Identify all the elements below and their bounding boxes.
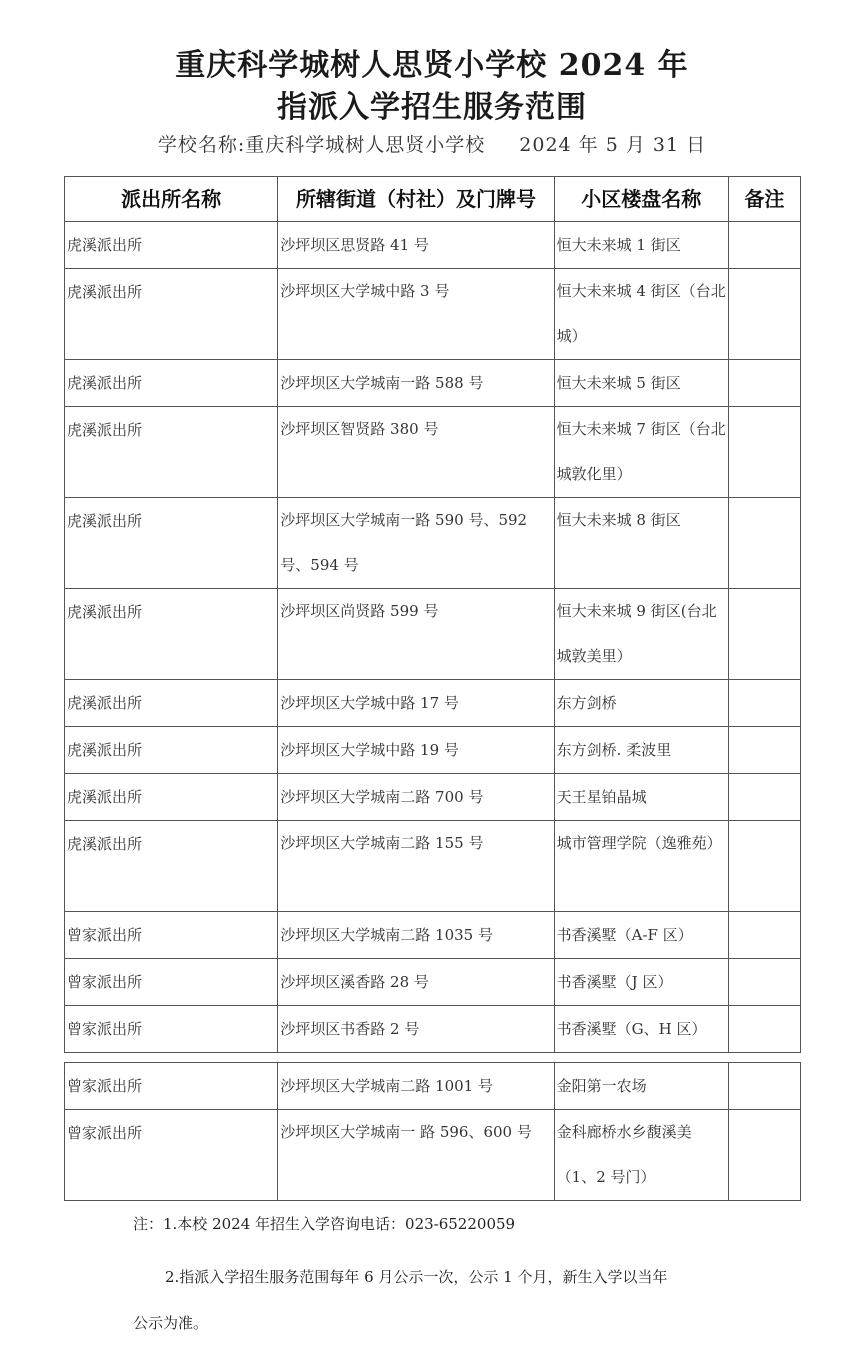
cell-address: 沙坪坝区大学城南二路 155 号 bbox=[278, 821, 554, 912]
enrollment-table-continued bbox=[64, 1062, 801, 1201]
cell-estate: 恒大未来城 5 街区 bbox=[554, 360, 728, 407]
cell-note bbox=[728, 407, 800, 498]
cell-address: 沙坪坝区大学城中路 17 号 bbox=[278, 680, 554, 727]
cell-address: 沙坪坝区大学城南二路 700 号 bbox=[278, 774, 554, 821]
cell-address: 沙坪坝区大学城中路 19 号 bbox=[278, 727, 554, 774]
cell-estate: 城市管理学院（逸雅苑） bbox=[554, 821, 728, 912]
table-row bbox=[65, 222, 801, 269]
cell-estate: 恒大未来城 1 街区 bbox=[554, 222, 728, 269]
table-row bbox=[65, 1063, 801, 1110]
cell-station: 虎溪派出所 bbox=[65, 680, 278, 727]
cell-address: 沙坪坝区大学城南二路 1001 号 bbox=[278, 1063, 554, 1110]
cell-address: 沙坪坝区大学城南一 路 596、600 号 bbox=[278, 1110, 554, 1201]
cell-estate: 东方剑桥 bbox=[554, 680, 728, 727]
cell-note bbox=[728, 912, 800, 959]
cell-estate: 东方剑桥. 柔波里 bbox=[554, 727, 728, 774]
cell-estate: 书香溪墅（G、H 区） bbox=[554, 1006, 728, 1053]
cell-note bbox=[728, 959, 800, 1006]
cell-note bbox=[728, 222, 800, 269]
document-title-line2: 指派入学招生服务范围 bbox=[277, 90, 587, 125]
cell-note bbox=[728, 1110, 800, 1201]
cell-note bbox=[728, 1063, 800, 1110]
cell-station: 虎溪派出所 bbox=[65, 774, 278, 821]
table-row bbox=[65, 360, 801, 407]
cell-address: 沙坪坝区大学城中路 3 号 bbox=[278, 269, 554, 360]
cell-station: 曾家派出所 bbox=[65, 1063, 278, 1110]
table-row bbox=[65, 407, 801, 498]
table-row bbox=[65, 1110, 801, 1201]
cell-estate: 金科廊桥水乡馥溪美（1、2 号门） bbox=[554, 1110, 728, 1201]
cell-address: 沙坪坝区思贤路 41 号 bbox=[278, 222, 554, 269]
note-publicity: 2.指派入学招生服务范围每年 6 月公示一次，公示 1 个月，新生入学以当年 bbox=[165, 1268, 668, 1286]
cell-station: 虎溪派出所 bbox=[65, 589, 278, 680]
note-publicity-cont: 公示为准。 bbox=[133, 1314, 209, 1332]
cell-estate: 书香溪墅（A-F 区） bbox=[554, 912, 728, 959]
cell-station: 虎溪派出所 bbox=[65, 727, 278, 774]
cell-address: 沙坪坝区大学城南一路 590 号、592 号、594 号 bbox=[278, 498, 554, 589]
cell-station: 虎溪派出所 bbox=[65, 407, 278, 498]
cell-address: 沙坪坝区书香路 2 号 bbox=[278, 1006, 554, 1053]
cell-address: 沙坪坝区大学城南二路 1035 号 bbox=[278, 912, 554, 959]
cell-station: 虎溪派出所 bbox=[65, 269, 278, 360]
cell-note bbox=[728, 1006, 800, 1053]
publish-date: 2024 年 5 月 31 日 bbox=[519, 134, 707, 156]
header-estate: 小区楼盘名称 bbox=[554, 177, 728, 222]
cell-address: 沙坪坝区大学城南一路 588 号 bbox=[278, 360, 554, 407]
school-name: 学校名称:重庆科学城树人思贤小学校 bbox=[157, 134, 486, 156]
cell-station: 曾家派出所 bbox=[65, 1006, 278, 1053]
table-row bbox=[65, 269, 801, 360]
cell-address: 沙坪坝区溪香路 28 号 bbox=[278, 959, 554, 1006]
cell-note bbox=[728, 360, 800, 407]
cell-estate: 书香溪墅（J 区） bbox=[554, 959, 728, 1006]
table-row bbox=[65, 774, 801, 821]
table-row bbox=[65, 912, 801, 959]
cell-address: 沙坪坝区智贤路 380 号 bbox=[278, 407, 554, 498]
header-station: 派出所名称 bbox=[65, 177, 278, 222]
table-row bbox=[65, 498, 801, 589]
cell-estate: 金阳第一农场 bbox=[554, 1063, 728, 1110]
cell-address: 沙坪坝区尚贤路 599 号 bbox=[278, 589, 554, 680]
cell-note bbox=[728, 774, 800, 821]
table-row bbox=[65, 959, 801, 1006]
cell-note bbox=[728, 821, 800, 912]
cell-station: 虎溪派出所 bbox=[65, 821, 278, 912]
cell-station: 虎溪派出所 bbox=[65, 222, 278, 269]
enrollment-table bbox=[64, 176, 801, 1053]
cell-estate: 天王星铂晶城 bbox=[554, 774, 728, 821]
cell-estate: 恒大未来城 8 街区 bbox=[554, 498, 728, 589]
table-row bbox=[65, 1006, 801, 1053]
note-consult-phone: 注：1.本校 2024 年招生入学咨询电话：023-65220059 bbox=[133, 1215, 516, 1233]
cell-note bbox=[728, 727, 800, 774]
table-row bbox=[65, 727, 801, 774]
cell-note bbox=[728, 269, 800, 360]
cell-estate: 恒大未来城 4 街区（台北城） bbox=[554, 269, 728, 360]
cell-station: 曾家派出所 bbox=[65, 1110, 278, 1201]
cell-estate: 恒大未来城 7 街区（台北城敦化里） bbox=[554, 407, 728, 498]
cell-note bbox=[728, 680, 800, 727]
header-address: 所辖街道（村社）及门牌号 bbox=[278, 177, 554, 222]
header-note: 备注 bbox=[728, 177, 800, 222]
cell-note bbox=[728, 498, 800, 589]
cell-station: 曾家派出所 bbox=[65, 959, 278, 1006]
table-row bbox=[65, 821, 801, 912]
cell-station: 虎溪派出所 bbox=[65, 498, 278, 589]
cell-station: 虎溪派出所 bbox=[65, 360, 278, 407]
cell-station: 曾家派出所 bbox=[65, 912, 278, 959]
school-info bbox=[0, 130, 864, 157]
table-row bbox=[65, 680, 801, 727]
table-row bbox=[65, 589, 801, 680]
cell-note bbox=[728, 589, 800, 680]
table-header-row bbox=[65, 177, 801, 222]
cell-estate: 恒大未来城 9 街区(台北城敦美里） bbox=[554, 589, 728, 680]
document-title-line1: 重庆科学城树人思贤小学校 2024 年 bbox=[175, 48, 689, 83]
